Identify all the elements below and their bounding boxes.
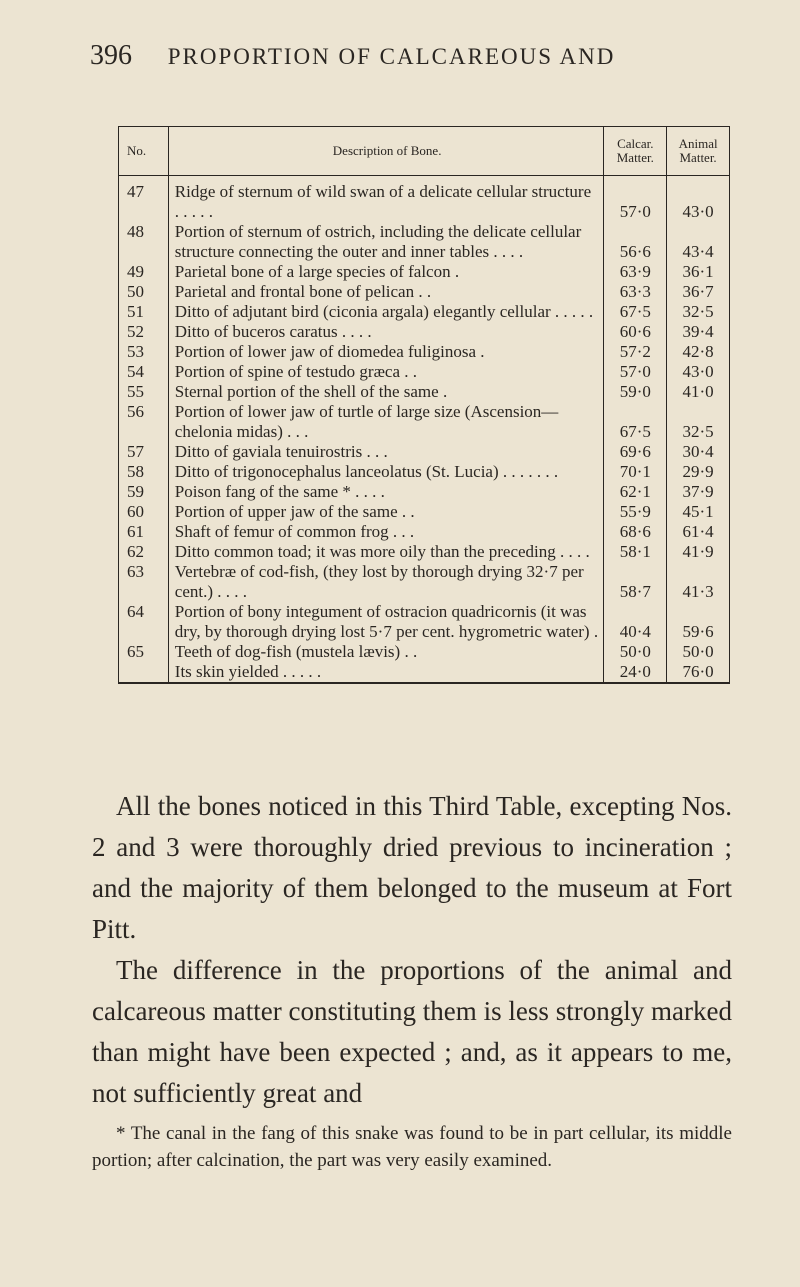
row-number: 56 bbox=[119, 402, 169, 442]
row-calcareous-value: 62·1 bbox=[604, 482, 667, 502]
row-description: Parietal and frontal bone of pelican . . bbox=[168, 282, 604, 302]
row-description: Portion of spine of testudo græca . . bbox=[168, 362, 604, 382]
row-description: Portion of bony integument of ostracion quadricornis (it was dry, by thorough drying lost 5·7 per cent. hygrometric water) . bbox=[168, 602, 604, 642]
row-description: Portion of lower jaw of turtle of large size (Ascension—chelonia midas) . . . bbox=[168, 402, 604, 442]
row-calcareous-value: 57·2 bbox=[604, 342, 667, 362]
page-number: 396 bbox=[90, 40, 132, 71]
row-calcareous-value: 63·9 bbox=[604, 262, 667, 282]
table-row bbox=[119, 602, 730, 642]
row-number: 49 bbox=[119, 262, 169, 282]
table-row bbox=[119, 222, 730, 262]
column-header-no: No. bbox=[119, 127, 169, 176]
row-number: 52 bbox=[119, 322, 169, 342]
table-row bbox=[119, 382, 730, 402]
row-number: 47 bbox=[119, 176, 169, 223]
row-animal-value: 76·0 bbox=[667, 662, 730, 683]
table-row bbox=[119, 262, 730, 282]
table-row bbox=[119, 502, 730, 522]
row-animal-value: 32·5 bbox=[667, 302, 730, 322]
row-description: Sternal portion of the shell of the same . bbox=[168, 382, 604, 402]
table-row bbox=[119, 442, 730, 462]
row-number: 63 bbox=[119, 562, 169, 602]
row-description: Ditto of gaviala tenuirostris . . . bbox=[168, 442, 604, 462]
row-calcareous-value: 56·6 bbox=[604, 222, 667, 262]
row-animal-value: 41·9 bbox=[667, 542, 730, 562]
row-animal-value: 59·6 bbox=[667, 602, 730, 642]
row-number bbox=[119, 662, 169, 683]
row-animal-value: 43·0 bbox=[667, 176, 730, 223]
row-number: 55 bbox=[119, 382, 169, 402]
bone-table-container bbox=[118, 126, 730, 684]
row-calcareous-value: 59·0 bbox=[604, 382, 667, 402]
table-body bbox=[119, 176, 730, 684]
body-text bbox=[92, 786, 732, 1114]
row-animal-value: 41·3 bbox=[667, 562, 730, 602]
row-number: 51 bbox=[119, 302, 169, 322]
row-calcareous-value: 67·5 bbox=[604, 402, 667, 442]
footnote bbox=[92, 1120, 732, 1174]
row-description: Portion of upper jaw of the same . . bbox=[168, 502, 604, 522]
row-calcareous-value: 69·6 bbox=[604, 442, 667, 462]
paragraph: The difference in the proportions of the animal and calcareous matter constituting them is less strongly marked than might have been expected ; and, as it appears to me, not sufficiently great and bbox=[92, 955, 732, 1108]
bone-table bbox=[118, 126, 730, 684]
column-header-description: Description of Bone. bbox=[168, 127, 604, 176]
row-calcareous-value: 68·6 bbox=[604, 522, 667, 542]
row-animal-value: 43·0 bbox=[667, 362, 730, 382]
table-row bbox=[119, 542, 730, 562]
row-animal-value: 32·5 bbox=[667, 402, 730, 442]
row-description: Ditto common toad; it was more oily than the preceding . . . . bbox=[168, 542, 604, 562]
row-calcareous-value: 50·0 bbox=[604, 642, 667, 662]
table-row bbox=[119, 482, 730, 502]
row-calcareous-value: 67·5 bbox=[604, 302, 667, 322]
row-number: 61 bbox=[119, 522, 169, 542]
row-animal-value: 36·7 bbox=[667, 282, 730, 302]
table-row bbox=[119, 462, 730, 482]
row-description: Ridge of sternum of wild swan of a delicate cellular structure . . . . . bbox=[168, 176, 604, 223]
paragraph: All the bones noticed in this Third Table, excepting Nos. 2 and 3 were thoroughly dried previous to incineration ; and the majority of them belonged to the museum at Fort Pitt. bbox=[92, 791, 732, 944]
row-animal-value: 50·0 bbox=[667, 642, 730, 662]
row-number: 53 bbox=[119, 342, 169, 362]
row-calcareous-value: 58·7 bbox=[604, 562, 667, 602]
column-header-animal: Animal Matter. bbox=[667, 127, 730, 176]
row-number: 59 bbox=[119, 482, 169, 502]
row-description: Teeth of dog-fish (mustela lævis) . . bbox=[168, 642, 604, 662]
table-row bbox=[119, 522, 730, 542]
row-description: Poison fang of the same * . . . . bbox=[168, 482, 604, 502]
table-row bbox=[119, 562, 730, 602]
row-calcareous-value: 63·3 bbox=[604, 282, 667, 302]
row-number: 50 bbox=[119, 282, 169, 302]
row-animal-value: 41·0 bbox=[667, 382, 730, 402]
row-description: Portion of sternum of ostrich, including the delicate cellular structure connecting the outer and inner tables . . . . bbox=[168, 222, 604, 262]
table-row bbox=[119, 176, 730, 223]
row-calcareous-value: 57·0 bbox=[604, 176, 667, 223]
row-calcareous-value: 40·4 bbox=[604, 602, 667, 642]
page-header bbox=[90, 40, 730, 72]
row-animal-value: 42·8 bbox=[667, 342, 730, 362]
running-title: PROPORTION OF CALCAREOUS AND bbox=[167, 44, 616, 69]
row-number: 64 bbox=[119, 602, 169, 642]
row-calcareous-value: 24·0 bbox=[604, 662, 667, 683]
footnote-text: * The canal in the fang of this snake was found to be in part cellular, its middle portion; after calcination, the part was very easily examined. bbox=[92, 1123, 732, 1171]
row-calcareous-value: 57·0 bbox=[604, 362, 667, 382]
row-animal-value: 30·4 bbox=[667, 442, 730, 462]
row-number: 60 bbox=[119, 502, 169, 522]
table-row bbox=[119, 302, 730, 322]
row-number: 62 bbox=[119, 542, 169, 562]
row-calcareous-value: 60·6 bbox=[604, 322, 667, 342]
row-description: Parietal bone of a large species of falcon . bbox=[168, 262, 604, 282]
row-number: 48 bbox=[119, 222, 169, 262]
table-row bbox=[119, 282, 730, 302]
row-animal-value: 29·9 bbox=[667, 462, 730, 482]
row-description: Ditto of adjutant bird (ciconia argala) elegantly cellular . . . . . bbox=[168, 302, 604, 322]
row-calcareous-value: 70·1 bbox=[604, 462, 667, 482]
column-header-calcareous: Calcar. Matter. bbox=[604, 127, 667, 176]
row-animal-value: 61·4 bbox=[667, 522, 730, 542]
row-description: Ditto of trigonocephalus lanceolatus (St. Lucia) . . . . . . . bbox=[168, 462, 604, 482]
row-description: Shaft of femur of common frog . . . bbox=[168, 522, 604, 542]
row-animal-value: 45·1 bbox=[667, 502, 730, 522]
table-row bbox=[119, 322, 730, 342]
table-row bbox=[119, 662, 730, 683]
row-calcareous-value: 55·9 bbox=[604, 502, 667, 522]
row-animal-value: 37·9 bbox=[667, 482, 730, 502]
row-number: 54 bbox=[119, 362, 169, 382]
row-animal-value: 36·1 bbox=[667, 262, 730, 282]
table-row bbox=[119, 342, 730, 362]
row-description: Its skin yielded . . . . . bbox=[168, 662, 604, 683]
row-description: Portion of lower jaw of diomedea fuliginosa . bbox=[168, 342, 604, 362]
table-header-row bbox=[119, 127, 730, 176]
row-animal-value: 39·4 bbox=[667, 322, 730, 342]
row-description: Ditto of buceros caratus . . . . bbox=[168, 322, 604, 342]
row-animal-value: 43·4 bbox=[667, 222, 730, 262]
table-row bbox=[119, 362, 730, 382]
row-description: Vertebræ of cod-fish, (they lost by thorough drying 32·7 per cent.) . . . . bbox=[168, 562, 604, 602]
table-row bbox=[119, 402, 730, 442]
row-number: 58 bbox=[119, 462, 169, 482]
row-number: 65 bbox=[119, 642, 169, 662]
table-row bbox=[119, 642, 730, 662]
row-calcareous-value: 58·1 bbox=[604, 542, 667, 562]
row-number: 57 bbox=[119, 442, 169, 462]
